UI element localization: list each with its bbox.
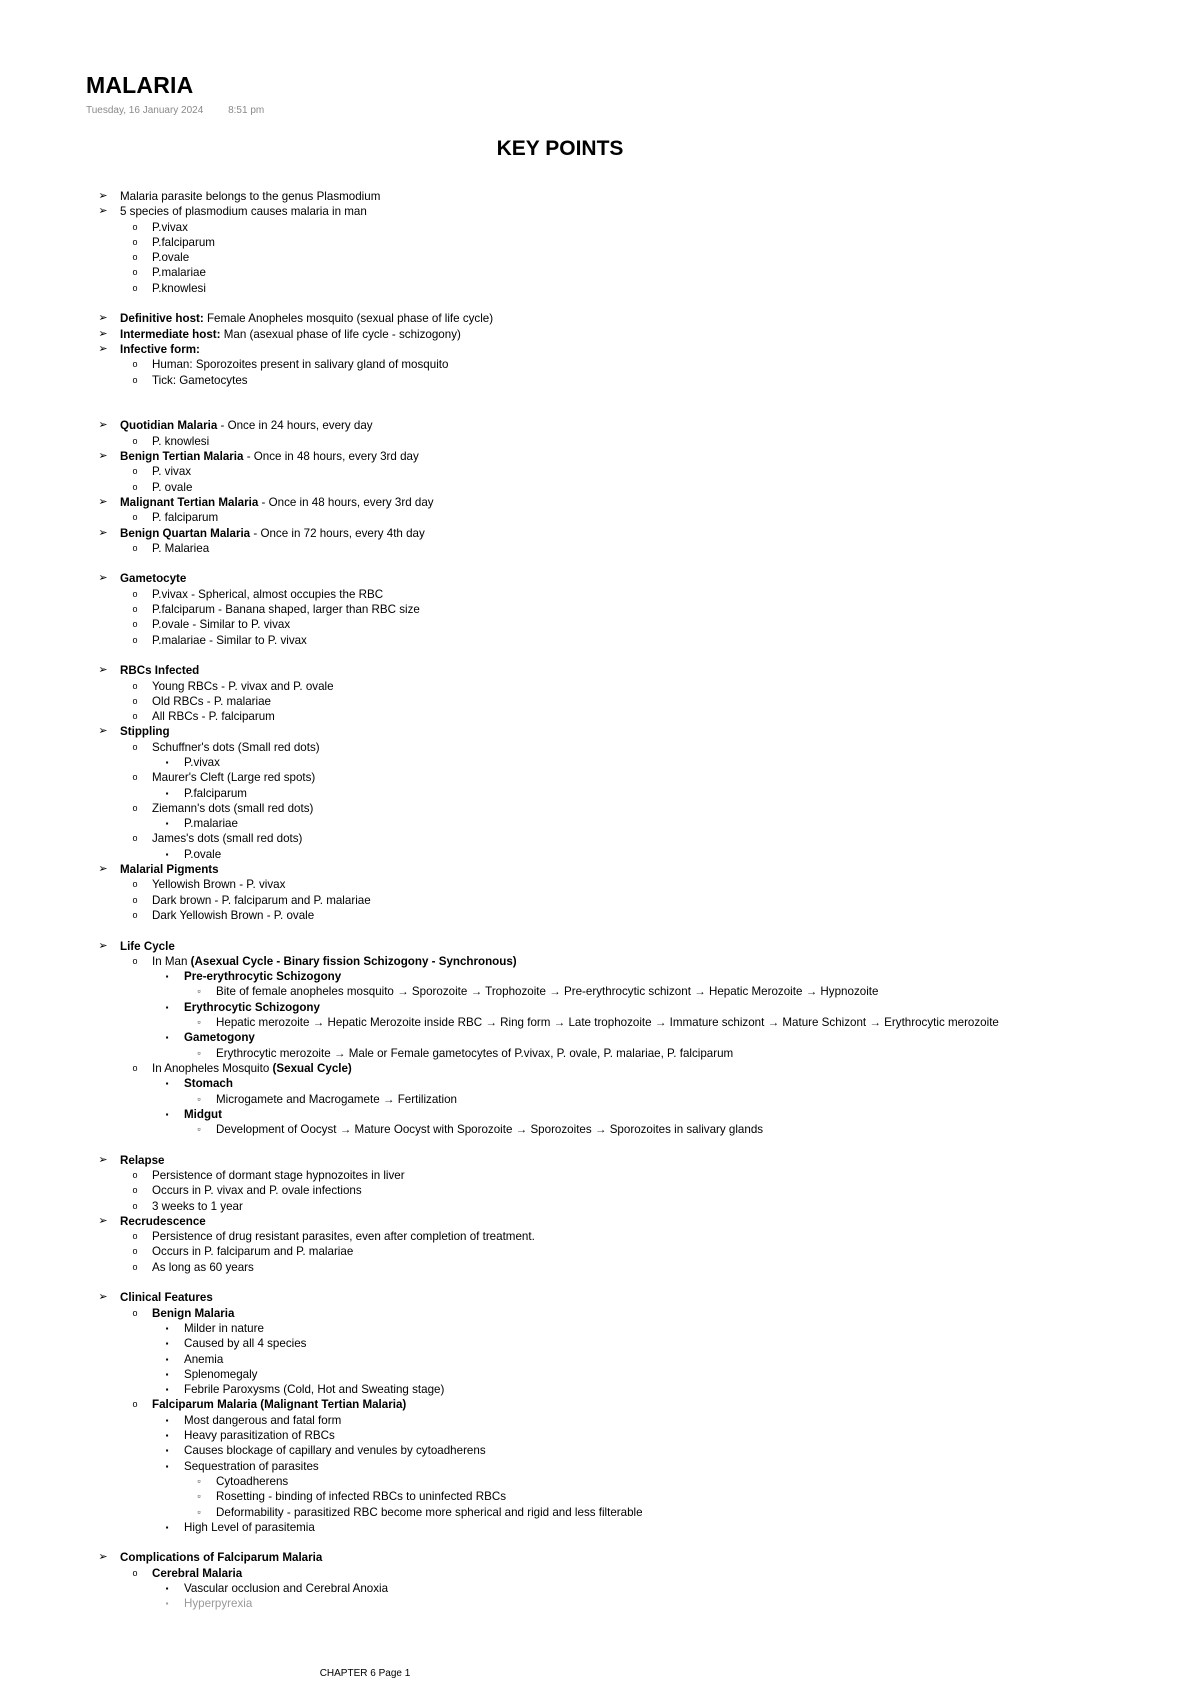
spacer (96, 388, 1176, 419)
outline-item (96, 602, 1176, 617)
bullet-icon: ➢ (98, 1214, 108, 1227)
item-text: P.vivax (184, 755, 220, 769)
outline-item (96, 1397, 1176, 1412)
outline-item (96, 1061, 1176, 1076)
outline-item (96, 1367, 1176, 1382)
outline-item (96, 969, 1176, 984)
outline-item (96, 1244, 1176, 1259)
bullet-icon: o (132, 1062, 138, 1073)
outline-item (96, 1306, 1176, 1321)
page-title: MALARIA (86, 72, 194, 98)
outline-item (96, 1489, 1176, 1504)
outline-item (96, 939, 1176, 954)
bullet-icon: o (132, 833, 138, 844)
bullet-icon: o (132, 619, 138, 630)
item-text: Occurs in P. falciparum and P. malariae (152, 1245, 354, 1259)
bullet-icon: ➢ (98, 495, 108, 508)
bullet-icon: ▪ (165, 1323, 169, 1333)
bullet-icon: ▫ (197, 1124, 201, 1135)
outline-item (96, 510, 1176, 525)
outline-item (96, 1413, 1176, 1428)
item-text: P.malariae (152, 266, 206, 280)
bullet-icon: o (132, 741, 138, 752)
bullet-icon: ▪ (165, 1354, 169, 1364)
bullet-icon: o (132, 604, 138, 615)
notes-body (96, 189, 1176, 1612)
bullet-icon: ➢ (98, 863, 108, 876)
bullet-icon: o (132, 1170, 138, 1180)
outline-item (96, 495, 1176, 510)
outline-item (96, 1092, 1176, 1107)
outline-item (96, 893, 1176, 908)
outline-item (96, 480, 1176, 495)
item-term: Complications of Falciparum Malaria (120, 1551, 323, 1565)
item-text: Schuffner's dots (Small red dots) (152, 740, 320, 754)
outline-item (96, 342, 1176, 357)
outline-item (96, 1321, 1176, 1336)
bullet-icon: o (132, 282, 138, 293)
item-text: Hyperpyrexia (184, 1597, 253, 1611)
bullet-icon: ▪ (165, 757, 169, 767)
item-text: Malaria parasite belongs to the genus Plasmodium (120, 190, 381, 203)
item-text: Microgamete and Macrogamete → Fertilization (216, 1092, 457, 1106)
spacer (96, 1535, 1176, 1550)
outline-item (96, 847, 1176, 862)
outline-item (96, 755, 1176, 770)
item-term: Gametogony (184, 1031, 255, 1045)
outline-item (96, 663, 1176, 678)
bullet-icon: ➢ (98, 450, 108, 463)
item-text: P.falciparum (152, 235, 215, 249)
outline-item (96, 1505, 1176, 1520)
outline-item (96, 587, 1176, 602)
bullet-icon: o (132, 1261, 138, 1272)
outline-item (96, 954, 1176, 969)
bullet-icon: ▪ (165, 1461, 169, 1471)
bullet-icon: o (132, 680, 138, 691)
bullet-icon: o (132, 1399, 138, 1410)
outline-item (96, 679, 1176, 694)
outline-item (96, 418, 1176, 433)
outline-item (96, 633, 1176, 648)
bullet-icon: o (132, 374, 138, 385)
item-text: Maurer's Cleft (Large red spots) (152, 771, 316, 785)
item-term: Benign Quartan Malaria (120, 526, 251, 540)
item-text: P. vivax (152, 465, 192, 479)
bullet-icon: o (132, 802, 138, 813)
item-text: Tick: Gametocytes (152, 373, 248, 387)
item-text: Development of Oocyst → Mature Oocyst with Sporozoite → Sporozoites → Sporozoites in salivary glands (216, 1123, 764, 1137)
item-term: Cerebral Malaria (152, 1566, 243, 1580)
outline-item (96, 571, 1176, 586)
bullet-icon: ➢ (98, 342, 108, 355)
outline-item (96, 1520, 1176, 1535)
bullet-icon: o (132, 435, 138, 446)
item-text: P.falciparum (184, 786, 247, 800)
item-text: Dark brown - P. falciparum and P. malariae (152, 893, 371, 907)
outline-item (96, 1474, 1176, 1489)
item-text: P.vivax (152, 220, 188, 234)
bullet-icon: ▫ (197, 1017, 201, 1028)
bullet-icon: ▫ (197, 1047, 201, 1058)
item-text: In Man (152, 954, 191, 968)
item-term: Pre-erythrocytic Schizogony (184, 970, 342, 984)
item-text: Persistence of drug resistant parasites, even after completion of treatment. (152, 1230, 535, 1244)
outline-item (96, 1168, 1176, 1183)
outline-item (96, 617, 1176, 632)
item-text: Occurs in P. vivax and P. ovale infections (152, 1184, 362, 1198)
outline-item (96, 1596, 1176, 1611)
outline-item (96, 1183, 1176, 1198)
item-term: Infective form: (120, 342, 200, 356)
page-time: 8:51 pm (228, 105, 265, 116)
outline-item (96, 1459, 1176, 1474)
item-term: Definitive host: (120, 312, 204, 326)
item-term: Life Cycle (120, 939, 175, 953)
item-text: P.knowlesi (152, 281, 206, 295)
item-text: Vascular occlusion and Cerebral Anoxia (184, 1582, 389, 1596)
item-text: - Once in 48 hours, every 3rd day (258, 495, 434, 509)
item-text: Heavy parasitization of RBCs (184, 1429, 335, 1443)
outline-item (96, 1290, 1176, 1305)
item-text: James's dots (small red dots) (152, 832, 303, 846)
item-text: Persistence of dormant stage hypnozoites in liver (152, 1169, 405, 1182)
outline-item (96, 1336, 1176, 1351)
outline-item (96, 786, 1176, 801)
bullet-icon: ▫ (197, 1475, 201, 1486)
item-text: Human: Sporozoites present in salivary gland of mosquito (152, 358, 449, 372)
bullet-icon: ➢ (98, 526, 108, 539)
spacer (96, 923, 1176, 938)
outline-item (96, 1015, 1176, 1030)
item-text: Female Anopheles mosquito (sexual phase of life cycle) (203, 312, 494, 326)
outline-item (96, 327, 1176, 342)
item-text: P.falciparum - Banana shaped, larger than RBC size (152, 603, 420, 617)
outline-item (96, 265, 1176, 280)
item-term: Benign Tertian Malaria (120, 450, 244, 464)
bullet-icon: ▪ (165, 1002, 169, 1012)
bullet-icon: o (132, 1567, 138, 1578)
item-term: Malarial Pigments (120, 863, 219, 877)
bullet-icon: o (132, 267, 138, 278)
bullet-icon: ▪ (165, 1522, 169, 1532)
bullet-icon: o (132, 1231, 138, 1242)
item-term: Malignant Tertian Malaria (120, 495, 259, 509)
item-text: P. knowlesi (152, 434, 210, 448)
item-text: P.malariae (184, 817, 238, 831)
bullet-icon: ▪ (165, 1385, 169, 1395)
bullet-icon: o (132, 772, 138, 783)
item-text: Caused by all 4 species (184, 1337, 307, 1351)
bullet-icon: ➢ (98, 1291, 108, 1304)
bullet-icon: ▪ (165, 1109, 169, 1119)
item-text: Causes blockage of capillary and venules by cytoadherens (184, 1444, 486, 1458)
bullet-icon: ▫ (197, 1093, 201, 1104)
page-timestamp (86, 105, 286, 116)
outline-item (96, 189, 1176, 204)
item-term: Benign Malaria (152, 1306, 235, 1320)
outline-item (96, 1260, 1176, 1275)
bullet-icon: o (132, 909, 138, 920)
bullet-icon: ➢ (98, 572, 108, 585)
item-text: Young RBCs - P. vivax and P. ovale (152, 679, 334, 693)
bullet-icon: ➢ (98, 419, 108, 432)
outline-item (96, 862, 1176, 877)
bullet-icon: ▪ (165, 1584, 169, 1594)
item-term: Stomach (184, 1077, 233, 1091)
outline-item (96, 1153, 1176, 1168)
outline-item (96, 1229, 1176, 1244)
item-term: Gametocyte (120, 572, 187, 586)
bullet-icon: ▫ (197, 986, 201, 997)
page-footer: CHAPTER 6 Page 1 (319, 1668, 411, 1679)
bullet-icon: o (132, 879, 138, 890)
bullet-icon: ➢ (98, 664, 108, 677)
outline-item (96, 449, 1176, 464)
outline-item (96, 1076, 1176, 1091)
item-text: As long as 60 years (152, 1260, 254, 1274)
outline-item (96, 526, 1176, 541)
outline-item (96, 1352, 1176, 1367)
item-text: 3 weeks to 1 year (152, 1199, 243, 1213)
bullet-icon: ▪ (165, 1033, 169, 1043)
outline-item (96, 877, 1176, 892)
bullet-icon: ▪ (165, 1415, 169, 1425)
item-text: High Level of parasitemia (184, 1520, 315, 1534)
page-date: Tuesday, 16 January 2024 (86, 105, 204, 116)
item-term: (Sexual Cycle) (272, 1061, 352, 1075)
bullet-icon: ➢ (98, 939, 108, 952)
item-text: - Once in 24 hours, every day (217, 419, 373, 433)
item-text: Yellowish Brown - P. vivax (152, 878, 286, 892)
spacer (96, 296, 1176, 311)
bullet-icon: ▪ (165, 1446, 169, 1456)
bullet-icon: o (132, 542, 138, 553)
item-text: Erythrocytic merozoite → Male or Female gametocytes of P.vivax, P. ovale, P. malariae, P. falciparum (216, 1046, 734, 1060)
bullet-icon: ▪ (165, 1599, 169, 1609)
outline-item (96, 235, 1176, 250)
outline-item (96, 831, 1176, 846)
outline-item (96, 801, 1176, 816)
item-text: P.ovale - Similar to P. vivax (152, 618, 291, 632)
outline-item (96, 694, 1176, 709)
bullet-icon: o (132, 466, 138, 477)
outline-item (96, 984, 1176, 999)
bullet-icon: o (132, 695, 138, 706)
outline-item (96, 311, 1176, 326)
bullet-icon: ➢ (98, 327, 108, 340)
outline-item (96, 1443, 1176, 1458)
bullet-icon: o (132, 236, 138, 247)
item-text: Rosetting - binding of infected RBCs to uninfected RBCs (216, 1490, 506, 1504)
item-text: Deformability - parasitized RBC become more spherical and rigid and less filterable (216, 1505, 643, 1519)
item-term: Falciparum Malaria (Malignant Tertian Malaria) (152, 1398, 407, 1412)
outline-item (96, 1581, 1176, 1596)
item-term: RBCs Infected (120, 664, 200, 678)
item-term: Recrudescence (120, 1214, 206, 1228)
bullet-icon: ▪ (165, 788, 169, 798)
bullet-icon: o (132, 1307, 138, 1318)
spacer (96, 1137, 1176, 1152)
bullet-icon: o (132, 894, 138, 905)
item-text: P.vivax - Spherical, almost occupies the RBC (152, 587, 384, 601)
item-text: P.ovale (184, 847, 222, 861)
item-text: Dark Yellowish Brown - P. ovale (152, 908, 315, 922)
bullet-icon: ➢ (98, 205, 108, 218)
item-term: Clinical Features (120, 1291, 213, 1305)
outline-item (96, 770, 1176, 785)
bullet-icon: ▪ (165, 849, 169, 859)
outline-item (96, 1199, 1176, 1214)
item-term: Erythrocytic Schizogony (184, 1000, 320, 1014)
bullet-icon: o (132, 221, 138, 232)
item-term: Quotidian Malaria (120, 419, 218, 433)
outline-item (96, 1122, 1176, 1137)
outline-item (96, 1214, 1176, 1229)
outline-item (96, 434, 1176, 449)
bullet-icon: o (132, 359, 138, 370)
item-text: P. Malariea (152, 541, 210, 555)
outline-item (96, 709, 1176, 724)
bullet-icon: o (132, 955, 138, 966)
item-term: Intermediate host: (120, 327, 221, 341)
item-text: Febrile Paroxysms (Cold, Hot and Sweating stage) (184, 1383, 445, 1397)
bullet-icon: o (132, 634, 138, 645)
outline-item (96, 1566, 1176, 1581)
bullet-icon: ▪ (165, 972, 169, 982)
outline-item (96, 220, 1176, 235)
item-text: Anemia (184, 1352, 224, 1366)
outline-item (96, 250, 1176, 265)
item-term: Stippling (120, 725, 170, 739)
bullet-icon: o (132, 711, 138, 722)
outline-item (96, 373, 1176, 388)
item-term: Relapse (120, 1153, 165, 1167)
outline-item (96, 816, 1176, 831)
outline-item (96, 204, 1176, 219)
outline-item (96, 908, 1176, 923)
outline-item (96, 724, 1176, 739)
bullet-icon: o (132, 1200, 138, 1211)
bullet-icon: ➢ (98, 312, 108, 325)
item-term: (Asexual Cycle - Binary fission Schizogony - Synchronous) (190, 954, 517, 968)
bullet-icon: ▪ (165, 1431, 169, 1441)
bullet-icon: o (132, 481, 138, 492)
item-text: - Once in 72 hours, every 4th day (250, 526, 425, 540)
item-text: P. ovale (152, 480, 193, 494)
outline-item (96, 1382, 1176, 1397)
item-text: Man (asexual phase of life cycle - schizogony) (220, 327, 461, 341)
item-text: - Once in 48 hours, every 3rd day (243, 450, 419, 464)
item-text: Ziemann's dots (small red dots) (152, 801, 314, 815)
item-text: Sequestration of parasites (184, 1459, 319, 1473)
item-text: Most dangerous and fatal form (184, 1413, 342, 1427)
spacer (96, 1275, 1176, 1290)
outline-item (96, 357, 1176, 372)
bullet-icon: ▫ (197, 1506, 201, 1517)
bullet-icon: o (132, 512, 138, 523)
bullet-icon: ▪ (165, 1339, 169, 1349)
bullet-icon: ▪ (165, 1369, 169, 1379)
bullet-icon: ▫ (197, 1491, 201, 1502)
outline-item (96, 1107, 1176, 1122)
bullet-icon: o (132, 252, 138, 263)
spacer (96, 556, 1176, 571)
bullet-icon: o (132, 1185, 138, 1196)
item-text: Splenomegaly (184, 1367, 258, 1381)
bullet-icon: ➢ (98, 1551, 108, 1564)
bullet-icon: ➢ (98, 1153, 108, 1166)
item-text: P. falciparum (152, 511, 219, 525)
item-text: Bite of female anopheles mosquito → Sporozoite → Trophozoite → Pre-erythrocytic schizont → Hepatic Merozoite → Hypnozoite (216, 985, 879, 999)
bullet-icon: ➢ (98, 725, 108, 738)
item-text: Old RBCs - P. malariae (152, 694, 271, 708)
outline-item (96, 1046, 1176, 1061)
bullet-icon: ▪ (165, 819, 169, 829)
item-text: Milder in nature (184, 1321, 264, 1335)
item-term: Midgut (184, 1107, 222, 1121)
section-heading: KEY POINTS (496, 137, 624, 160)
outline-item (96, 541, 1176, 556)
item-text: All RBCs - P. falciparum (152, 710, 275, 724)
item-text: In Anopheles Mosquito (152, 1061, 273, 1075)
bullet-icon: ➢ (98, 190, 108, 202)
bullet-icon: ▪ (165, 1079, 169, 1089)
item-text: 5 species of plasmodium causes malaria in man (120, 205, 367, 219)
outline-item (96, 740, 1176, 755)
item-text: Hepatic merozoite → Hepatic Merozoite inside RBC → Ring form → Late trophozoite → Immature schizont → Mature Schizont → Erythrocytic merozoite (216, 1016, 999, 1030)
outline-item (96, 1428, 1176, 1443)
item-text: P.ovale (152, 251, 190, 265)
outline-item (96, 1030, 1176, 1045)
outline-item (96, 1550, 1176, 1565)
bullet-icon: o (132, 1246, 138, 1257)
spacer (96, 648, 1176, 663)
bullet-icon: o (132, 588, 138, 599)
item-text: Cytoadherens (216, 1474, 289, 1488)
item-text: P.malariae - Similar to P. vivax (152, 633, 307, 647)
outline-item (96, 1000, 1176, 1015)
outline-item (96, 464, 1176, 479)
outline-item (96, 281, 1176, 296)
